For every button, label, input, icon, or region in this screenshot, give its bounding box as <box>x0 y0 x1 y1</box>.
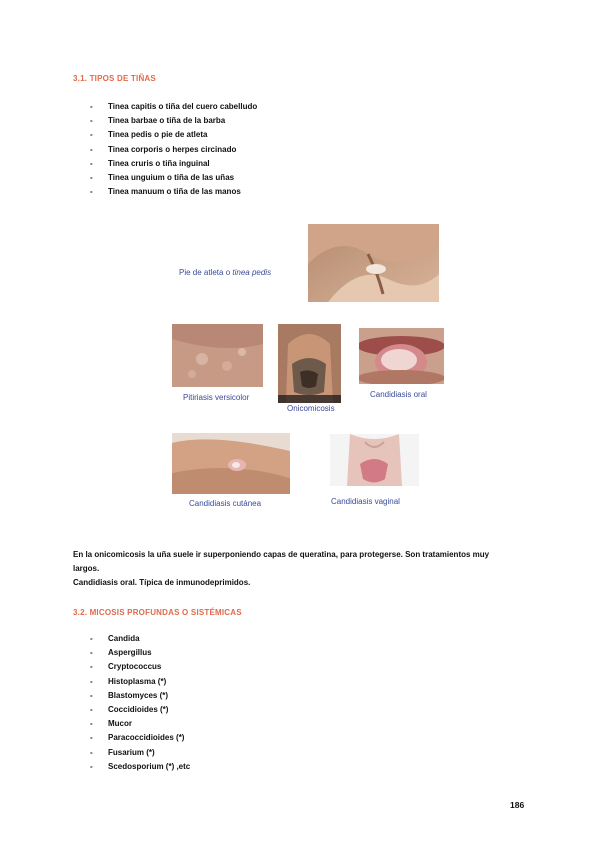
list-item: - Tinea pedis o pie de atleta <box>90 130 208 140</box>
paragraph-line: Candidiasis oral. Típica de inmunodeprimidos. <box>73 578 251 587</box>
onicomicosis-paragraph <box>73 548 533 590</box>
section-heading-tipos-de-tinas: 3.1. TIPOS DE TIÑAS <box>73 74 156 83</box>
micosis-profundas-list <box>90 632 190 774</box>
list-item: - Tinea corporis o herpes circinado <box>90 144 237 154</box>
candidiasis-vaginal-photo <box>330 434 419 486</box>
pitiriasis-versicolor-caption: Pitiriasis versicolor <box>183 393 250 402</box>
candidiasis-cutanea-caption: Candidiasis cutánea <box>189 499 262 508</box>
list-item: - Tinea capitis o tiña del cuero cabelludo <box>90 102 258 111</box>
list-item: - Tinea unguium o tiña de las uñas <box>90 172 235 182</box>
candidiasis-cutanea-photo <box>172 433 290 494</box>
list-item: - Candida <box>90 634 140 643</box>
candidiasis-vaginal-caption: Candidiasis vaginal <box>331 497 400 506</box>
candidiasis-oral-photo <box>359 328 444 384</box>
list-item: - Tinea manuum o tiña de las manos <box>90 187 241 197</box>
paragraph-line: largos. <box>73 564 100 573</box>
onicomicosis-photo <box>278 324 341 403</box>
section-heading-micosis-profundas: 3.2. MICOSIS PROFUNDAS O SISTÉMICAS <box>73 608 242 617</box>
list-item: - Histoplasma (*) <box>90 676 167 686</box>
list-item: - Coccidioides (*) <box>90 704 169 714</box>
list-item: - Paracoccidioides (*) <box>90 733 185 743</box>
paragraph-line: En la onicomicosis la uña suele ir superponiendo capas de queratina, para protegerse. Son tratamientos muy <box>73 550 490 559</box>
list-item: - Blastomyces (*) <box>90 690 169 700</box>
pitiriasis-versicolor-photo <box>172 324 263 387</box>
page-number: 186 <box>510 800 525 810</box>
tinea-types-list <box>90 100 257 199</box>
candidiasis-oral-caption: Candidiasis oral <box>370 390 427 399</box>
list-item: - Scedosporium (*) ,etc <box>90 761 191 771</box>
list-item: - Tinea cruris o tiña inguinal <box>90 158 210 168</box>
list-item: - Fusarium (*) <box>90 747 155 757</box>
list-item: - Cryptococcus <box>90 662 162 672</box>
onicomicosis-caption: Onicomicosis <box>287 404 335 413</box>
pie-de-atleta-caption: Pie de atleta o tinea pedis <box>179 268 272 277</box>
pie-de-atleta-photo <box>308 224 439 302</box>
list-item: - Aspergillus <box>90 648 152 658</box>
list-item: - Tinea barbae o tiña de la barba <box>90 116 226 126</box>
list-item: - Mucor <box>90 719 132 729</box>
